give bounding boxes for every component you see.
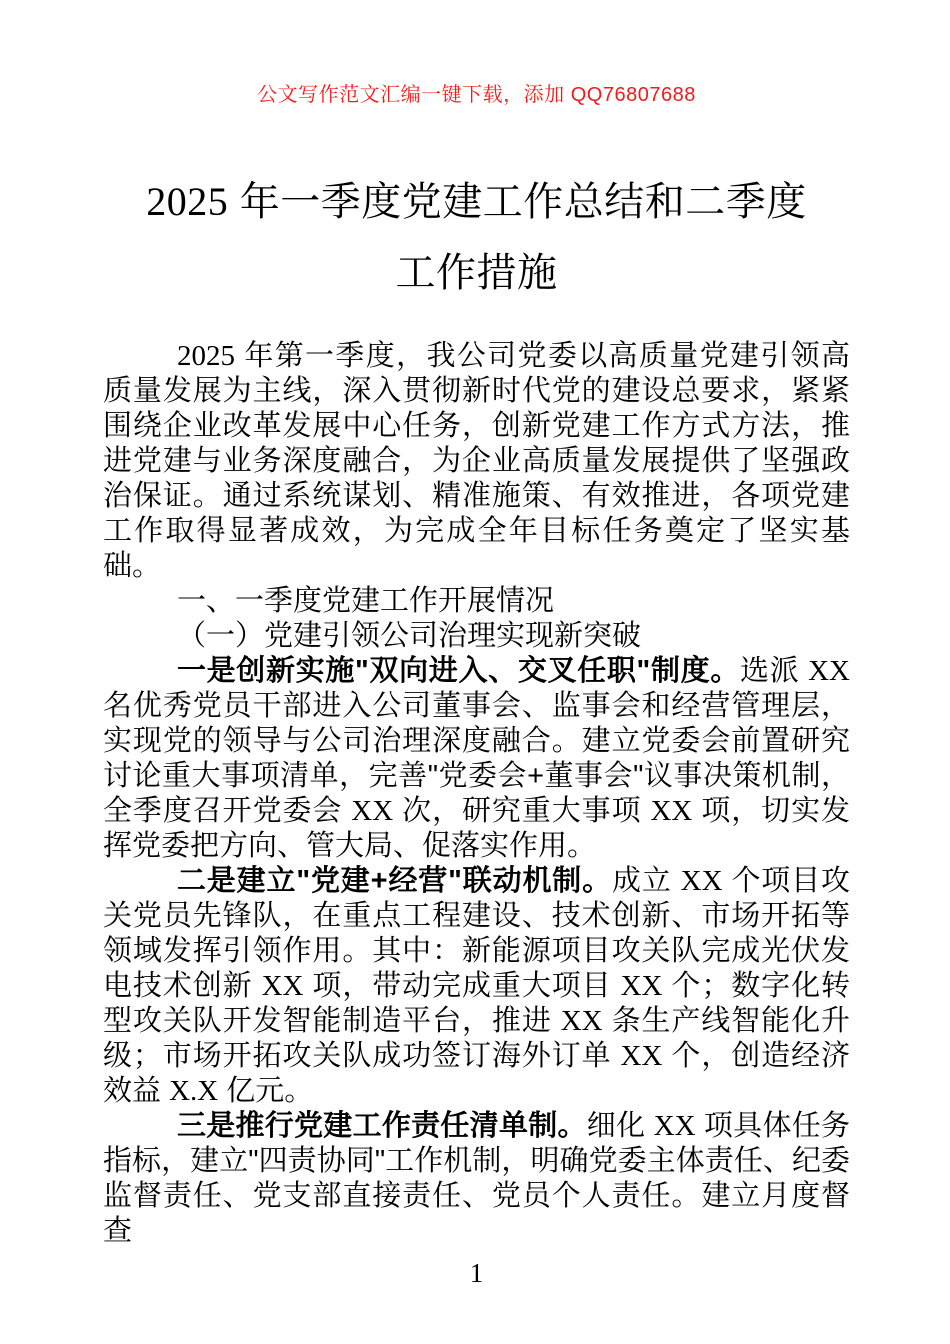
latin-text: X.X [169, 1075, 219, 1107]
text-run: 一、一季度党建工作开展情况 [176, 585, 554, 617]
page-number [103, 1257, 850, 1289]
latin-text: XX [620, 1040, 663, 1072]
text-run: （一）党建引领公司治理实现新突破 [176, 620, 641, 652]
text-run: 选派 XX 名优秀党员干部进入公司董事会、监事会和经营管理层，实现党的领导与公司治理深度融合。建立党委会前置研究讨论重大事项清单，完善"党委会+董事会"议事决策机制，全季度召开党委会 XX 次，研究重大事项 XX 项，切实发挥党委把方向、管大局、促落实作用。 [103, 655, 850, 862]
point-two-paragraph [103, 864, 850, 1109]
bold-lead-in: 三是推行党建工作责任清单制。 [176, 1110, 587, 1142]
section-heading [103, 584, 850, 619]
latin-text: XX [351, 795, 394, 827]
latin-text: 2025 [176, 340, 235, 372]
text-run: 成立 XX 个项目攻关党员先锋队，在重点工程建设、技术创新、市场开拓等领域发挥引领作用。其中：新能源项目攻关队完成光伏发电技术创新 XX 项，带动完成重大项目 XX 个；数字化转型攻关队开发智能制造平台，推进 XX 条生产线智能化升级；市场开拓攻关队成功签订海外订单 XX 个，创造经济效益 X.X 亿元。 [103, 865, 851, 1107]
point-one-paragraph [103, 654, 850, 864]
latin-text: 2025 [146, 179, 229, 224]
subsection-heading [103, 619, 850, 654]
point-three-paragraph [103, 1109, 850, 1249]
text-run: 2025 年第一季度，我公司党委以高质量党建引领高质量发展为主线，深入贯彻新时代党的建设总要求，紧紧围绕企业改革发展中心任务，创新党建工作方式方法，推进党建与业务深度融合，为企业高质量发展提供了坚强政治保证。通过系统谋划、精准施策、有效推进，各项党建工作取得显著成效，为完成全年目标任务奠定了坚实基础。 [103, 340, 850, 582]
intro-paragraph [103, 339, 850, 584]
header-ad-notice: 公文写作范文汇编一键下载，添加 QQ76807688 [257, 84, 696, 106]
text-run: 细化 XX 项具体任务指标，建立"四责协同"工作机制，明确党委主体责任、纪委监督责任、党支部直接责任、党员个人责任。建立月度督查 [103, 1110, 850, 1247]
latin-text: XX [261, 970, 304, 1002]
bold-lead-in: 二是建立"党建+经营"联动机制。 [176, 865, 613, 897]
latin-text: 1 [469, 1258, 484, 1288]
latin-text: XX [653, 1110, 696, 1142]
document-title: 2025 年一季度党建工作总结和二季度工作措施 [146, 179, 807, 295]
latin-text: XX [808, 655, 850, 687]
latin-text: XX [560, 1005, 603, 1037]
latin-text: XX [650, 795, 693, 827]
document-body [103, 339, 850, 1249]
latin-text: XX [620, 970, 663, 1002]
latin-text: XX [680, 865, 723, 897]
bold-lead-in: 一是创新实施"双向进入、交叉任职"制度。 [176, 655, 741, 687]
